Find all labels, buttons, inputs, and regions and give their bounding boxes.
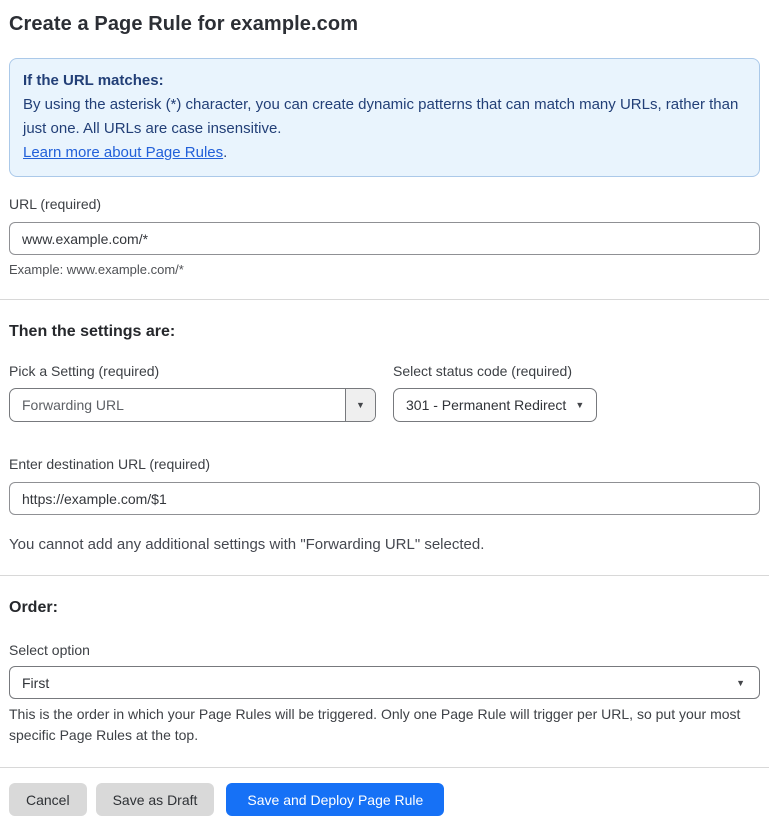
url-input[interactable]	[9, 222, 760, 255]
info-box-heading: If the URL matches:	[23, 72, 164, 89]
page-title: Create a Page Rule for example.com	[9, 13, 359, 35]
info-box-body: By using the asterisk (*) character, you can create dynamic patterns that can match many URLs, rather than just one. All URLs are case insensitive.	[23, 96, 739, 137]
settings-section-heading: Then the settings are:	[9, 323, 176, 340]
divider	[0, 575, 769, 576]
status-column	[393, 363, 597, 422]
setting-select[interactable]	[9, 388, 376, 422]
order-select[interactable]	[9, 666, 760, 699]
status-select-value: 301 - Permanent Redirect	[406, 397, 567, 413]
order-helper-text: This is the order in which your Page Rules will be triggered. Only one Page Rule will trigger per URL, so put your most specific Page Rules at the top.	[9, 706, 741, 743]
cancel-button[interactable]: Cancel	[9, 783, 87, 816]
chevron-down-icon: ▼	[345, 389, 375, 421]
setting-select-value: Forwarding URL	[22, 397, 124, 413]
url-field-label: URL (required)	[9, 196, 102, 212]
info-box-link-line	[23, 141, 746, 165]
link-suffix: .	[223, 144, 228, 161]
url-example-helper: Example: www.example.com/*	[9, 262, 184, 277]
order-select-value: First	[22, 674, 50, 691]
order-select-label: Select option	[9, 642, 90, 658]
forwarding-note: You cannot add any additional settings with "Forwarding URL" selected.	[9, 536, 485, 553]
chevron-down-icon: ▼	[736, 677, 745, 688]
learn-more-link[interactable]: Learn more about Page Rules	[23, 144, 224, 161]
save-as-draft-button[interactable]: Save as Draft	[96, 783, 215, 816]
divider	[0, 299, 769, 300]
destination-field-label: Enter destination URL (required)	[9, 456, 211, 472]
footer-actions	[9, 783, 760, 816]
settings-row	[9, 363, 760, 422]
status-code-select[interactable]	[393, 388, 597, 422]
url-match-info-box	[9, 58, 760, 177]
divider	[0, 767, 769, 768]
setting-select-label: Pick a Setting (required)	[9, 363, 160, 379]
setting-column	[9, 363, 376, 422]
destination-url-input[interactable]	[9, 482, 760, 515]
status-select-label: Select status code (required)	[393, 363, 572, 379]
order-section-heading: Order:	[9, 599, 58, 616]
save-and-deploy-button[interactable]: Save and Deploy Page Rule	[226, 783, 444, 816]
chevron-down-icon: ▼	[575, 400, 585, 410]
